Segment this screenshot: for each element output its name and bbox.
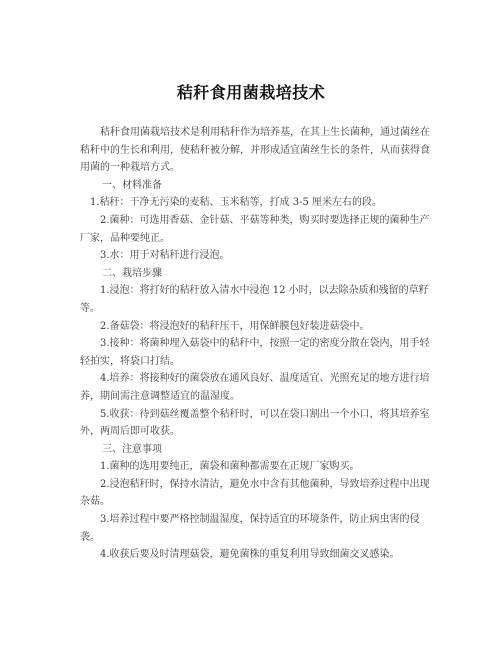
intro-paragraph: 秸秆食用菌栽培技术是利用秸秆作为培养基，在其上生长菌种，通过菌丝在秸秆中的生长和利用，使秸秆被分解，并形成适宜菌丝生长的条件，从而获得食用菌的一种栽培方式。 [80, 127, 430, 174]
notes-item-3: 3.培养过程中要严格控制温湿度，保持适宜的环境条件，防止病虫害的侵袭。 [80, 514, 420, 543]
steps-item-inoculate: 3.接种：将菌种埋入菇袋中的秸秆中，按照一定的密度分散在袋内，用手轻轻拍实，将袋口打结。 [80, 338, 430, 367]
materials-item-spawn: 2.菌种：可选用香菇、金针菇、平菇等种类，购买时要选择正规的菌种生产厂家，品种要纯正。 [80, 214, 430, 244]
document-title: 秸秆食用菌栽培技术 [176, 83, 326, 102]
document-body [80, 124, 430, 564]
section-heading-steps: 二、栽培步骤 [102, 267, 162, 279]
materials-item-water: 3.水：用于对秸秆进行浸泡。 [100, 250, 230, 262]
notes-item-2: 2.浸泡秸秆时，保持水清洁，避免水中含有其他菌种，导致培养过程中出现杂菇。 [80, 478, 430, 508]
steps-item-harvest: 5.收获：待到菇丝覆盖整个秸秆时，可以在袋口割出一个小口，将其培养室外，两周后即可收获。 [80, 408, 430, 438]
section-heading-materials: 一、材料准备 [102, 179, 162, 191]
steps-item-soak: 1.浸泡：将打好的秸秆放入清水中浸泡 12 小时，以去除杂质和残留的草籽等。 [80, 285, 429, 314]
notes-item-4: 4.收获后要及时清理菇袋，避免菌株的重复利用导致细菌交叉感染。 [100, 549, 400, 561]
materials-item-straw: 1.秸秆：干净无污染的麦秸、玉米秸等，打成 3-5 厘米左右的段。 [90, 197, 383, 209]
section-heading-notes: 三、注意事项 [102, 443, 162, 455]
steps-item-bagging: 2.备菇袋：将浸泡好的秸秆压干，用保鲜膜包好装进菇袋中。 [100, 320, 370, 332]
steps-item-cultivate: 4.培养：将接种好的菌袋放在通风良好、温度适宜、光照充足的地方进行培养，期间需注意调整适宜的温湿度。 [80, 373, 430, 402]
notes-item-1: 1.菌种的选用要纯正，菌袋和菌种都需要在正规厂家购买。 [100, 461, 360, 473]
